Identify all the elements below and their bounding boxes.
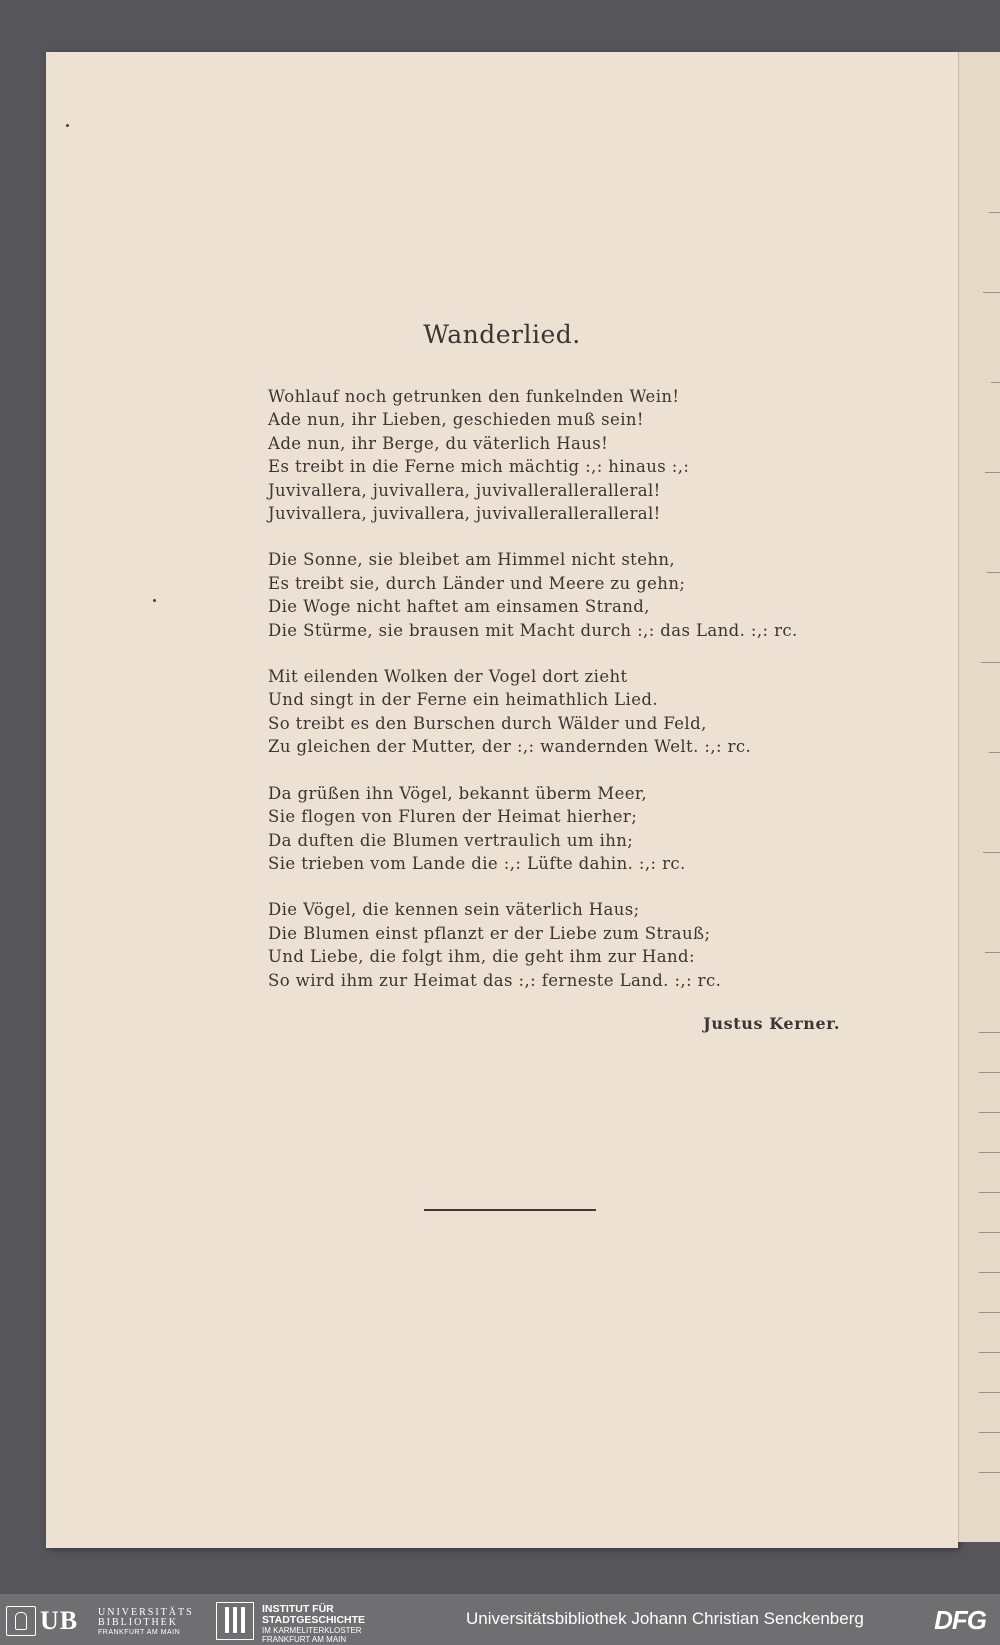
edge-mark xyxy=(979,1032,1000,1033)
ub-line-1: UNIVERSITÄTS xyxy=(98,1607,194,1618)
isg-line-2: STADTGESCHICHTE xyxy=(262,1614,366,1626)
edge-mark xyxy=(979,1352,1000,1353)
poem-line: Die Blumen einst pflanzt er der Liebe zum Strauß; xyxy=(268,923,711,943)
edge-mark xyxy=(979,1312,1000,1313)
poem-line: Die Vögel, die kennen sein väterlich Haus; xyxy=(268,900,640,920)
edge-mark xyxy=(987,572,1000,573)
poem-line: Zu gleichen der Mutter, der :,: wandernden Welt. :,: rc. xyxy=(268,737,752,757)
poem-line: So treibt es den Burschen durch Wälder und Feld, xyxy=(268,713,707,733)
edge-mark xyxy=(983,292,1000,293)
edge-mark xyxy=(979,1232,1000,1233)
edge-mark xyxy=(979,1472,1000,1473)
stanza-1 xyxy=(268,385,868,525)
stanza-2 xyxy=(268,548,868,642)
edge-mark xyxy=(979,1432,1000,1433)
library-emblem-icon xyxy=(6,1606,36,1636)
poem-line: Die Stürme, sie brausen mit Macht durch :,: das Land. :,: rc. xyxy=(268,620,798,640)
stanza-3 xyxy=(268,665,868,759)
institute-emblem-icon[interactable] xyxy=(216,1602,254,1640)
poem-line: Da duften die Blumen vertraulich um ihn; xyxy=(268,830,634,850)
edge-mark xyxy=(981,662,1000,663)
edge-mark xyxy=(983,852,1000,853)
end-rule-divider xyxy=(424,1209,596,1211)
poem-line: Ade nun, ihr Berge, du väterlich Haus! xyxy=(268,433,609,453)
edge-mark xyxy=(979,1072,1000,1073)
ub-line-2: BIBLIOTHEK xyxy=(98,1617,178,1628)
poem-line: Und Liebe, die folgt ihm, die geht ihm zur Hand: xyxy=(268,947,695,967)
paper-speck xyxy=(66,124,69,127)
poem-line: Mit eilenden Wolken der Vogel dort zieht xyxy=(268,667,628,687)
poem-line: Es treibt sie, durch Länder und Meere zu gehn; xyxy=(268,573,686,593)
edge-mark xyxy=(979,1152,1000,1153)
isg-line-1: INSTITUT FÜR xyxy=(262,1603,334,1615)
poem-line: Juvivallera, juvivallera, juvivalleralleralleral! xyxy=(268,480,661,500)
poem-body xyxy=(268,385,868,1015)
paper-speck xyxy=(153,599,156,602)
stanza-5 xyxy=(268,898,868,992)
poem-title: Wanderlied. xyxy=(423,320,581,349)
poem-line: Die Woge nicht haftet am einsamen Strand, xyxy=(268,597,650,617)
book-page xyxy=(46,52,958,1548)
poem-line: So wird ihm zur Heimat das :,: ferneste Land. :,: rc. xyxy=(268,970,722,990)
isg-line-4: FRANKFURT AM MAIN xyxy=(262,1635,347,1644)
poem-line: Juvivallera, juvivallera, juvivalleralleralleral! xyxy=(268,504,661,524)
edge-mark xyxy=(989,752,1000,753)
poem-line: Und singt in der Ferne ein heimathlich Lied. xyxy=(268,690,658,710)
stanza-4 xyxy=(268,782,868,876)
edge-mark xyxy=(979,1272,1000,1273)
edge-mark xyxy=(979,1112,1000,1113)
poem-line: Sie flogen von Fluren der Heimat hierher; xyxy=(268,807,638,827)
poem-line: Die Sonne, sie bleibet am Himmel nicht stehn, xyxy=(268,550,676,570)
repository-footer xyxy=(0,1594,1000,1645)
edge-mark xyxy=(991,382,1000,383)
dfg-logo[interactable]: DFG xyxy=(934,1605,986,1635)
edge-mark xyxy=(989,212,1000,213)
ub-line-3: FRANKFURT AM MAIN xyxy=(98,1629,181,1636)
poem-author: Justus Kerner. xyxy=(703,1014,840,1033)
poem-line: Da grüßen ihn Vögel, bekannt überm Meer, xyxy=(268,783,648,803)
poem-line: Sie trieben vom Lande die :,: Lüfte dahin. :,: rc. xyxy=(268,853,686,873)
poem-line: Es treibt in die Ferne mich mächtig :,: hinaus :,: xyxy=(268,457,690,477)
ub-logo[interactable] xyxy=(6,1606,78,1636)
institute-logo-text xyxy=(262,1604,365,1644)
adjacent-page-edge xyxy=(958,52,1000,1542)
edge-mark xyxy=(985,952,1000,953)
edge-mark xyxy=(979,1192,1000,1193)
poem-line: Wohlauf noch getrunken den funkelnden Wein! xyxy=(268,387,680,406)
ub-logo-letters: UB xyxy=(40,1606,79,1635)
isg-line-3: IM KARMELITERKLOSTER xyxy=(262,1626,362,1635)
edge-mark xyxy=(985,472,1000,473)
edge-mark xyxy=(979,1392,1000,1393)
ub-logo-text xyxy=(98,1608,194,1638)
library-name-link[interactable]: Universitätsbibliothek Johann Christian Senckenberg xyxy=(466,1609,864,1628)
poem-line: Ade nun, ihr Lieben, geschieden muß sein! xyxy=(268,410,644,430)
